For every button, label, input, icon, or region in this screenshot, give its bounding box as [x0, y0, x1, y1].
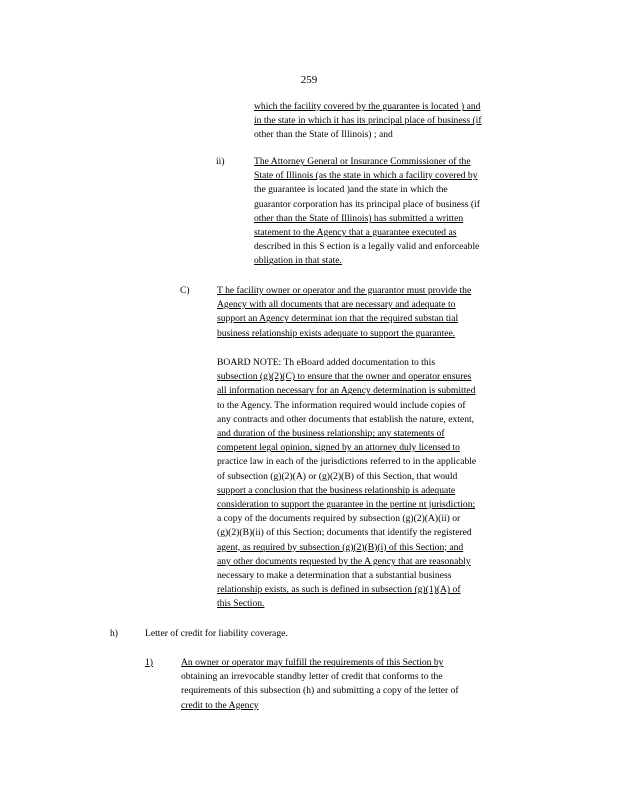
item-c-label: C) [180, 285, 190, 296]
text-line: practice law in each of the jurisdictions referred to in the applicable [217, 456, 477, 468]
text-line: all information necessary for an Agency determination is submitted [217, 385, 476, 397]
text-line: which the facility covered by the guarantee is located ) and [254, 101, 481, 112]
continuation-text [254, 100, 536, 143]
text-line: to the Agency. The information required would include copies of [217, 399, 466, 411]
item-1-text [181, 656, 511, 713]
item-1-label: 1) [145, 657, 153, 668]
text-line: other than the State of Illinois) has submitted a written [254, 212, 464, 224]
text-line: relationship exists, as such is defined in subsection (g)(1)(A) of [217, 584, 461, 596]
item-ii-text [254, 155, 536, 269]
text-line: and duration of the business relationship; any statements of [217, 428, 445, 440]
text-line: agent, as required by subsection (g)(2)(B)(i) of this Section; and [217, 541, 464, 553]
text-line: necessary to make a determination that a substantial business [217, 570, 452, 582]
text-line: (g)(2)(B)(ii) of this Section; documents that identify the registered [217, 527, 472, 539]
text-line: in the state in which it has its principal place of business (if [254, 115, 482, 127]
text-line: business relationship exists adequate to support the guarantee. [217, 327, 456, 339]
board-note [217, 356, 539, 612]
text-line: credit to the Agency [181, 699, 259, 711]
item-c-text [217, 284, 545, 341]
text-line: guarantor corporation has its principal place of business (if [254, 198, 480, 210]
text-line: BOARD NOTE: Th eBoard added documentation to this [217, 357, 436, 368]
text-line: An owner or operator may fulfill the requirements of this Section by [181, 657, 444, 668]
text-line: State of Illinois (as the state in which a facility covered by [254, 170, 478, 182]
text-line: this Section. [217, 598, 265, 610]
section-h-heading: Letter of credit for liability coverage. [145, 628, 288, 639]
text-line: subsection (g)(2)(C) to ensure that the owner and operator ensures [217, 371, 472, 383]
text-line: a copy of the documents required by subsection (g)(2)(A)(ii) or [217, 513, 461, 525]
text-line: support an Agency determinat ion that the required substan tial [217, 313, 459, 325]
text-line: obligation in that state. [254, 255, 342, 267]
text-line: The Attorney General or Insurance Commissioner of the [254, 156, 471, 167]
text-line: statement to the Agency that a guarantee executed as [254, 227, 457, 239]
text-line: support a conclusion that the business relationship is adequate [217, 484, 456, 496]
item-ii-label: ii) [216, 156, 225, 167]
text-line: described in this S ection is a legally valid and enforceable [254, 241, 480, 253]
text-line: any other documents requested by the A gency that are reasonably [217, 555, 471, 567]
section-h-label: h) [110, 628, 118, 639]
text-line: Agency with all documents that are necessary and adequate to [217, 299, 456, 311]
text-line: of subsection (g)(2)(A) or (g)(2)(B) of this Section, that would [217, 470, 458, 482]
text-line: the guarantee is located )and the state in which the [254, 184, 448, 196]
text-line: requirements of this subsection (h) and submitting a copy of the letter of [181, 685, 459, 697]
text-line: obtaining an irrevocable standby letter of credit that conforms to the [181, 671, 443, 683]
text-line: competent legal opinion, signed by an attorney duly licensed to [217, 442, 460, 454]
text-line: any contracts and other documents that establish the nature, extent, [217, 413, 475, 425]
text-line: T he facility owner or operator and the guarantor must provide the [217, 285, 472, 296]
page-number: 259 [300, 74, 318, 86]
text-line: consideration to support the guarantee in the pertine nt jurisdiction; [217, 499, 476, 511]
text-line: other than the State of Illinois) ; and [254, 129, 393, 141]
